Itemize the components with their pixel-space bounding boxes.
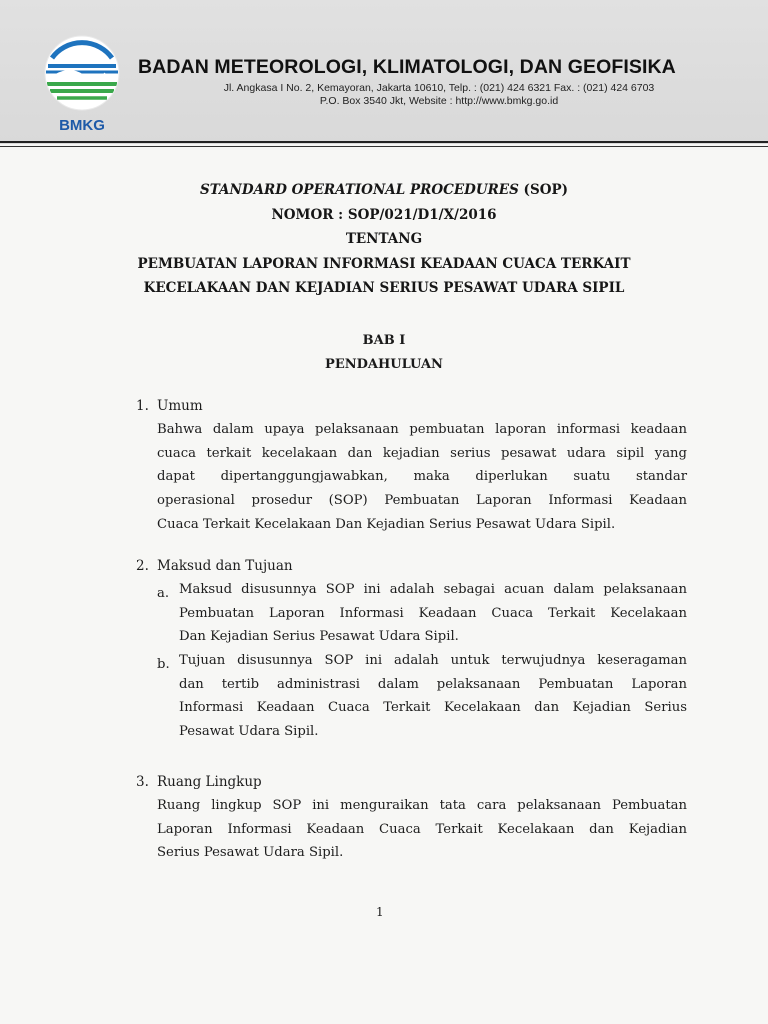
paragraph-line: Tujuan disusunnya SOP ini adalah untuk terwujudnya keseragaman — [179, 653, 687, 668]
title-sop-suffix: (SOP) — [518, 182, 568, 198]
item-b-paragraph — [179, 649, 687, 744]
paragraph-line: Maksud disusunnya SOP ini adalah sebagai acuan dalam pelaksanaan — [179, 582, 687, 597]
paragraph-line: dan tertib administrasi dalam pelaksanaan Pembuatan Laporan — [179, 676, 687, 692]
paragraph-line: Serius Pesawat Udara Sipil. — [157, 845, 344, 861]
title-sop — [0, 178, 768, 203]
organization-name: BADAN METEOROLOGI, KLIMATOLOGI, DAN GEOFISIKA — [138, 56, 676, 78]
chapter-name: PENDAHULUAN — [325, 357, 443, 372]
bmkg-logo — [40, 34, 124, 134]
section-2-heading: Maksud dan Tujuan — [157, 558, 293, 574]
paragraph-line: cuaca terkait kecelakaan dan kejadian serius pesawat udara sipil yang — [157, 445, 687, 461]
section-3-heading: Ruang Lingkup — [157, 774, 262, 790]
paragraph-line: operasional prosedur (SOP) Pembuatan Laporan Informasi Keadaan — [157, 493, 687, 509]
organization-address — [174, 82, 704, 108]
item-b-label: b. — [157, 657, 170, 672]
logo-text: BMKG — [59, 117, 105, 134]
title-about: TENTANG — [345, 231, 423, 247]
address-line-2: P.O. Box 3540 Jkt, Website : http://www.bmkg.go.id — [319, 95, 559, 107]
section-1-paragraph — [157, 418, 687, 537]
page-number: 1 — [376, 905, 384, 919]
section-1-number: 1. — [136, 398, 149, 414]
paragraph-line: Ruang lingkup SOP ini menguraikan tata cara pelaksanaan Pembuatan — [157, 798, 687, 813]
chapter-number: BAB I — [362, 333, 406, 348]
paragraph-line: Cuaca Terkait Kecelakaan Dan Kejadian Serius Pesawat Udara Sipil. — [157, 516, 616, 532]
paragraph-line: Informasi Keadaan Cuaca Terkait Kecelakaan dan Kejadian Serius — [179, 700, 687, 716]
title-sop-italic: STANDARD OPERATIONAL PROCEDURES — [199, 182, 519, 198]
section-1-heading: Umum — [157, 398, 203, 414]
paragraph-line: Pesawat Udara Sipil. — [179, 724, 319, 740]
title-subject-line-2: KECELAKAAN DAN KEJADIAN SERIUS PESAWAT UDARA SIPIL — [143, 280, 625, 296]
paragraph-line: dapat dipertanggungjawabkan, maka diperlukan suatu standar — [157, 469, 687, 485]
address-line-1: Jl. Angkasa I No. 2, Kemayoran, Jakarta 10610, Telp. : (021) 424 6321 Fax. : (021) 424 6703 — [223, 82, 655, 94]
item-a-label: a. — [157, 586, 170, 601]
paragraph-line: Dan Kejadian Serius Pesawat Udara Sipil. — [179, 629, 459, 645]
section-3-number: 3. — [136, 774, 149, 790]
title-subject-line-1: PEMBUATAN LAPORAN INFORMASI KEADAAN CUACA TERKAIT — [137, 255, 631, 272]
chapter-heading — [0, 329, 768, 377]
document-title — [0, 178, 768, 301]
section-2-number: 2. — [136, 558, 149, 574]
paragraph-line: Pembuatan Laporan Informasi Keadaan Cuaca Terkait Kecelakaan — [179, 605, 687, 621]
item-a-paragraph — [179, 578, 687, 649]
title-number: NOMOR : SOP/021/D1/X/2016 — [271, 206, 497, 223]
header-rule-thick — [0, 141, 768, 143]
header-rule-thin — [0, 146, 768, 147]
paragraph-line: Bahwa dalam upaya pelaksanaan pembuatan laporan informasi keadaan — [157, 422, 687, 437]
section-3-paragraph — [157, 794, 687, 865]
paragraph-line: Laporan Informasi Keadaan Cuaca Terkait Kecelakaan dan Kejadian — [157, 821, 687, 837]
